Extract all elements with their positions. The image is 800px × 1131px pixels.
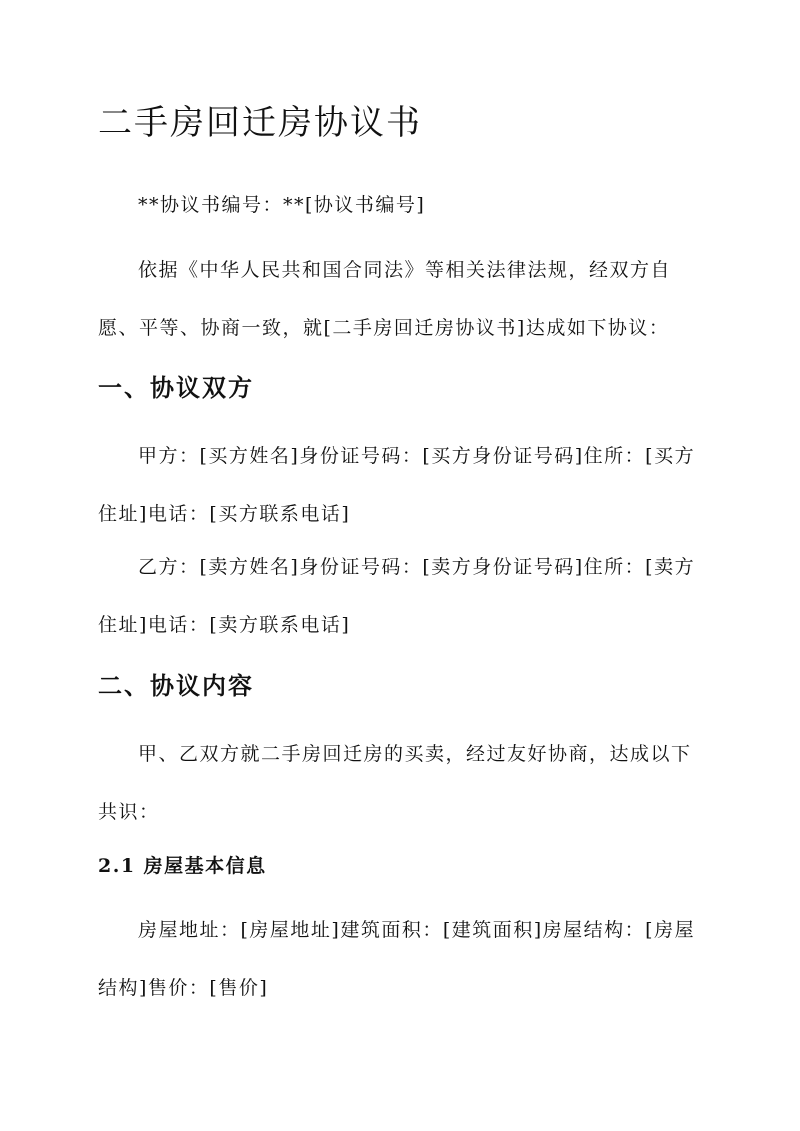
section2-heading: 二、协议内容 [98,671,254,700]
party-b-paragraph: 乙方：[卖方姓名]身份证号码：[卖方身份证号码]住所：[卖方住址]电话：[卖方联系电话] [98,556,696,636]
document-title: 二手房回迁房协议书 [98,103,422,143]
agreement-number-line: **协议书编号：**[协议书编号] [138,194,426,216]
house-info-paragraph: 房屋地址：[房屋地址]建筑面积：[建筑面积]房屋结构：[房屋结构]售价：[售价] [98,919,696,999]
intro-paragraph: 依据《中华人民共和国合同法》等相关法律法规，经双方自愿、平等、协商一致，就[二手房回迁房协议书]达成如下协议： [98,259,672,339]
section1-heading: 一、协议双方 [98,373,254,402]
section2-intro-paragraph: 甲、乙双方就二手房回迁房的买卖，经过友好协商，达成以下共识： [98,743,692,823]
party-a-paragraph: 甲方：[买方姓名]身份证号码：[买方身份证号码]住所：[买方住址]电话：[买方联系电话] [98,445,696,525]
subsection-2-1-heading: 2.1 房屋基本信息 [98,855,267,877]
